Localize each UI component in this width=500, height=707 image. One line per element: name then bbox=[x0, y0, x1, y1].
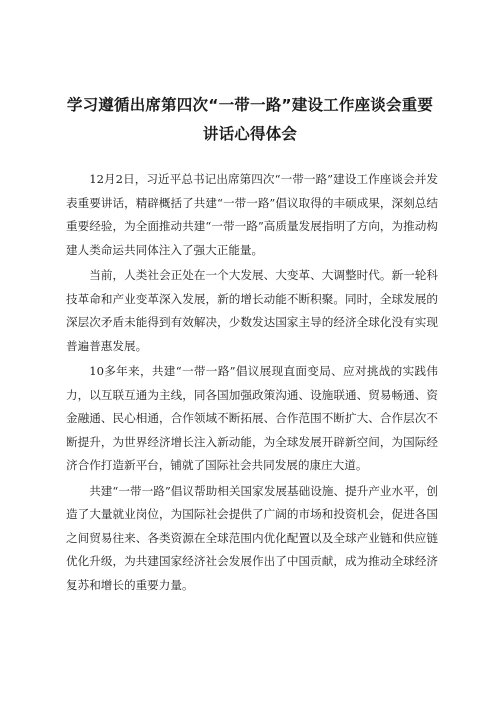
paragraph-2: 当前，人类社会正处在一个大发展、大变革、大调整时代。新一轮科技革命和产业变革深入发展，新的增长动能不断积聚。同时，全球发展的深层次矛盾未能得到有效解决，少数发达国家主导的经济全球化没有实现普遍普惠发展。 bbox=[66, 268, 438, 353]
title-line-2: 讲话心得体会 bbox=[202, 125, 298, 143]
paragraph-3: 10多年来，共建“一带一路”倡议展现直面变局、应对挑战的实践伟力，以互联互通为主线，同各国加强政策沟通、设施联通、贸易畅通、资金融通、民心相通，合作领域不断拓展、合作范围不断扩大、合作层次不断提升，为世界经济增长注入新动能，为全球发展开辟新空间，为国际经济合作打造新平台，铺就了国际社会共同发展的康庄大道。 bbox=[66, 364, 438, 472]
document-title bbox=[60, 91, 440, 149]
title-line-1: 学习遵循出席第四次“一带一路”建设工作座谈会重要 bbox=[66, 96, 434, 114]
document-body bbox=[66, 168, 438, 597]
paragraph-1: 12月2日，习近平总书记出席第四次“一带一路”建设工作座谈会并发表重要讲话，精辟概括了共建“一带一路”倡议取得的丰硕成果，深刻总结重要经验，为全面推动共建“一带一路”高质量发展指明了方向，为推动构建人类命运共同体注入了强大正能量。 bbox=[66, 172, 438, 257]
paragraph-4: 共建“一带一路”倡议帮助相关国家发展基础设施、提升产业水平，创造了大量就业岗位，为国际社会提供了广阔的市场和投资机会，促进各国之间贸易往来、各类资源在全球范围内优化配置以及全球产业链和供应链优化升级，为共建国家经济社会发展作出了中国贡献，成为推动全球经济复苏和增长的重要力量。 bbox=[66, 483, 438, 592]
